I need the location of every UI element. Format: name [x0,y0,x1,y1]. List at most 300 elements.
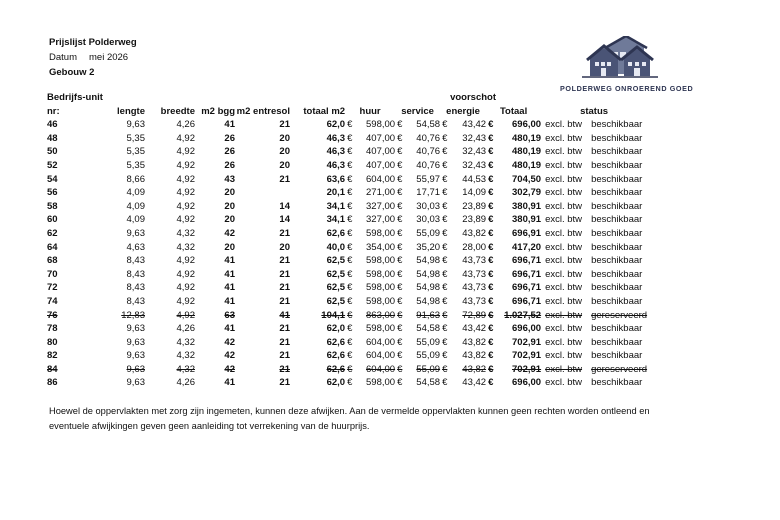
currency-symbol: € [397,255,403,267]
cell-huur: 598,00 [366,227,396,239]
currency-symbol: € [397,350,403,362]
cell-huur: 863,00 [366,309,396,321]
cell-totaal: 480,19 [512,146,542,158]
cell-lengte: 9,63 [126,336,145,348]
currency-symbol: € [488,363,494,375]
cell-totaal: 696,71 [512,255,542,267]
section-row [47,91,647,105]
table-row [47,349,647,363]
cell-energie: 23,89 [462,200,487,212]
header-row [47,105,647,119]
cell-breedte: 4,92 [176,268,195,280]
cell-huur: 354,00 [366,241,396,253]
currency-symbol: € [397,295,403,307]
cell-lengte: 9,63 [126,227,145,239]
cell-status: beschikbaar [591,200,643,212]
table-row [47,295,647,309]
cell-nr: 72 [47,282,58,294]
cell-totaalm2: 62,5 [326,282,346,294]
currency-symbol: € [488,255,494,267]
table-row [47,159,647,173]
cell-breedte: 4,92 [176,309,195,321]
cell-m2entresol: 21 [279,268,290,280]
cell-nr: 48 [47,132,58,144]
currency-symbol: € [397,132,403,144]
cell-totaalm2: 104,1 [321,309,346,321]
currency-symbol: € [397,268,403,280]
currency-symbol: € [347,119,353,131]
houses-logo-icon [580,36,660,80]
cell-huur: 407,00 [366,159,396,171]
logo-text: POLDERWEG ONROEREND GOED [560,84,694,93]
cell-energie: 43,42 [462,119,487,131]
cell-nr: 64 [47,241,58,253]
cell-m2entresol: 21 [279,323,290,335]
cell-totaal: 302,79 [512,187,542,199]
cell-totaalm2: 46,3 [326,132,346,144]
vat-note: excl. btw [545,336,583,348]
cell-nr: 76 [47,309,58,321]
cell-m2entresol: 21 [279,350,290,362]
currency-symbol: € [488,214,494,226]
table-row [47,118,647,132]
cell-m2bgg: 41 [224,295,235,307]
currency-symbol: € [347,350,353,362]
cell-lengte: 4,09 [126,214,145,226]
currency-symbol: € [397,363,403,375]
cell-huur: 598,00 [366,119,396,131]
table-row [47,336,647,350]
currency-symbol: € [488,323,494,335]
currency-symbol: € [347,173,353,185]
cell-service: 40,76 [416,159,441,171]
currency-symbol: € [347,336,353,348]
cell-status: gereserveerd [591,309,648,321]
cell-m2entresol: 21 [279,363,290,375]
currency-symbol: € [347,159,353,171]
currency-symbol: € [488,282,494,294]
cell-energie: 43,73 [462,268,487,280]
currency-symbol: € [397,119,403,131]
cell-lengte: 8,43 [126,268,145,280]
cell-totaalm2: 62,6 [326,227,346,239]
cell-status: beschikbaar [591,173,643,185]
cell-service: 30,03 [416,214,441,226]
cell-status: beschikbaar [591,336,643,348]
building-label: Gebouw 2 [49,67,95,78]
cell-energie: 32,43 [462,146,487,158]
cell-nr: 84 [47,363,58,375]
cell-breedte: 4,26 [176,323,195,335]
table-row [47,268,647,282]
cell-service: 54,58 [416,323,441,335]
cell-breedte: 4,92 [176,173,195,185]
section-label: Bedrijfs-unit [47,92,103,103]
cell-totaal: 417,20 [512,241,542,253]
currency-symbol: € [488,241,494,253]
currency-symbol: € [347,309,353,321]
cell-service: 54,58 [416,377,441,389]
price-table [47,91,647,390]
currency-symbol: € [397,323,403,335]
cell-status: beschikbaar [591,214,643,226]
table-row [47,322,647,336]
col-service: service [401,105,434,117]
cell-m2bgg: 20 [224,214,235,226]
cell-totaalm2: 46,3 [326,159,346,171]
cell-status: beschikbaar [591,146,643,158]
cell-nr: 46 [47,119,58,131]
currency-symbol: € [442,146,448,158]
cell-totaal: 380,91 [512,214,542,226]
cell-m2bgg: 41 [224,282,235,294]
cell-totaalm2: 62,0 [326,119,346,131]
cell-breedte: 4,92 [176,146,195,158]
cell-huur: 604,00 [366,336,396,348]
cell-totaal: 696,00 [512,119,542,131]
cell-lengte: 5,35 [126,146,145,158]
cell-service: 55,09 [416,336,441,348]
cell-totaal: 702,91 [512,363,542,375]
currency-symbol: € [442,173,448,185]
cell-totaal: 480,19 [512,132,542,144]
col-m2entresol: m2 entresol [236,105,290,117]
table-row [47,254,647,268]
cell-energie: 32,43 [462,132,487,144]
cell-m2bgg: 42 [224,350,235,362]
cell-status: beschikbaar [591,119,643,131]
cell-huur: 604,00 [366,363,396,375]
currency-symbol: € [442,214,448,226]
cell-breedte: 4,32 [176,241,195,253]
cell-totaal: 702,91 [512,336,542,348]
cell-energie: 43,42 [462,377,487,389]
cell-breedte: 4,26 [176,119,195,131]
vat-note: excl. btw [545,323,583,335]
currency-symbol: € [347,187,353,199]
cell-status: gereserveerd [591,363,648,375]
cell-m2bgg: 42 [224,363,235,375]
vat-note: excl. btw [545,268,583,280]
cell-lengte: 4,63 [126,241,145,253]
currency-symbol: € [442,200,448,212]
cell-status: beschikbaar [591,377,643,389]
currency-symbol: € [488,132,494,144]
cell-breedte: 4,26 [176,377,195,389]
cell-m2bgg: 43 [224,173,235,185]
vat-note: excl. btw [545,295,583,307]
cell-status: beschikbaar [591,241,643,253]
cell-status: beschikbaar [591,350,643,362]
currency-symbol: € [442,282,448,294]
cell-breedte: 4,92 [176,187,195,199]
cell-m2entresol: 21 [279,255,290,267]
table-row [47,376,647,390]
currency-symbol: € [397,187,403,199]
cell-lengte: 5,35 [126,159,145,171]
currency-symbol: € [347,146,353,158]
cell-huur: 598,00 [366,323,396,335]
cell-huur: 604,00 [366,350,396,362]
currency-symbol: € [442,227,448,239]
cell-breedte: 4,92 [176,214,195,226]
cell-status: beschikbaar [591,227,643,239]
cell-status: beschikbaar [591,255,643,267]
cell-nr: 78 [47,323,58,335]
currency-symbol: € [397,309,403,321]
cell-m2bgg: 26 [224,159,235,171]
cell-lengte: 4,09 [126,187,145,199]
table-row [47,281,647,295]
cell-m2entresol: 20 [279,146,290,158]
cell-lengte: 8,66 [126,173,145,185]
table-row [47,213,647,227]
cell-totaal: 380,91 [512,200,542,212]
cell-breedte: 4,32 [176,350,195,362]
cell-m2entresol [235,186,290,200]
cell-m2entresol: 21 [279,377,290,389]
cell-breedte: 4,32 [176,336,195,348]
cell-service: 35,20 [416,241,441,253]
cell-lengte: 9,63 [126,363,145,375]
cell-m2entresol: 20 [279,159,290,171]
vat-note: excl. btw [545,309,583,321]
cell-totaalm2: 62,6 [326,350,346,362]
cell-nr: 50 [47,146,58,158]
currency-symbol: € [442,295,448,307]
cell-totaalm2: 46,3 [326,146,346,158]
vat-note: excl. btw [545,146,583,158]
cell-nr: 60 [47,214,58,226]
cell-totaal: 696,91 [512,227,542,239]
cell-m2bgg: 26 [224,146,235,158]
cell-m2bgg: 42 [224,227,235,239]
cell-energie: 14,09 [462,187,487,199]
cell-status: beschikbaar [591,187,643,199]
cell-m2bgg: 41 [224,268,235,280]
col-energie: energie [446,105,480,117]
cell-totaal: 696,71 [512,295,542,307]
cell-energie: 72,89 [462,309,487,321]
cell-service: 54,98 [416,282,441,294]
cell-m2entresol: 14 [279,200,290,212]
cell-nr: 86 [47,377,58,389]
col-breedte: breedte [160,105,195,117]
cell-m2bgg: 26 [224,132,235,144]
currency-symbol: € [442,350,448,362]
date-label: Datum [49,52,77,63]
currency-symbol: € [397,214,403,226]
cell-huur: 598,00 [366,282,396,294]
date-line [49,52,128,63]
vat-note: excl. btw [545,159,583,171]
col-totaal: Totaal [499,105,528,117]
cell-totaal: 702,91 [512,350,542,362]
cell-nr: 68 [47,255,58,267]
cell-service: 55,97 [416,173,441,185]
cell-service: 55,09 [416,227,441,239]
cell-m2entresol: 21 [279,282,290,294]
cell-totaalm2: 62,0 [326,323,346,335]
currency-symbol: € [347,268,353,280]
vat-note: excl. btw [545,200,583,212]
cell-huur: 604,00 [366,173,396,185]
currency-symbol: € [488,336,494,348]
currency-symbol: € [347,227,353,239]
currency-symbol: € [488,268,494,280]
cell-totaal: 696,71 [512,282,542,294]
cell-huur: 598,00 [366,255,396,267]
cell-energie: 43,73 [462,295,487,307]
cell-service: 54,98 [416,255,441,267]
currency-symbol: € [347,241,353,253]
cell-m2bgg: 20 [224,241,235,253]
cell-m2bgg: 41 [224,255,235,267]
currency-symbol: € [397,241,403,253]
col-status: status [580,105,609,117]
cell-huur: 598,00 [366,295,396,307]
cell-energie: 43,82 [462,336,487,348]
cell-totaalm2: 40,0 [326,241,346,253]
cell-energie: 43,82 [462,363,487,375]
currency-symbol: € [347,323,353,335]
cell-breedte: 4,92 [176,295,195,307]
currency-symbol: € [442,336,448,348]
currency-symbol: € [347,132,353,144]
cell-totaalm2: 34,1 [326,200,346,212]
cell-m2bgg: 41 [224,377,235,389]
cell-totaal: 696,00 [512,377,542,389]
col-lengte: lengte [117,105,145,117]
col-m2bgg: m2 bgg [201,105,235,117]
currency-symbol: € [488,227,494,239]
currency-symbol: € [488,187,494,199]
currency-symbol: € [397,377,403,389]
cell-nr: 58 [47,200,58,212]
cell-totaalm2: 62,0 [326,377,346,389]
cell-totaalm2: 34,1 [326,214,346,226]
cell-service: 54,58 [416,119,441,131]
cell-totaalm2: 63,6 [326,173,346,185]
disclaimer-note: Hoewel de oppervlakten met zorg zijn ingemeten, kunnen deze afwijken. Aan de vermelde oppervlakten kunnen geen rechten worden ontleend en eventuele afwijkingen geven geen aanleiding tot verrekening van de huurprijs. [49,406,650,431]
cell-lengte: 9,63 [126,119,145,131]
vat-note: excl. btw [545,363,583,375]
cell-lengte: 12,83 [121,309,145,321]
cell-service: 30,03 [416,200,441,212]
currency-symbol: € [488,309,494,321]
cell-m2entresol: 14 [279,214,290,226]
currency-symbol: € [397,282,403,294]
cell-energie: 32,43 [462,159,487,171]
table-row [47,132,647,146]
currency-symbol: € [442,132,448,144]
vat-note: excl. btw [545,132,583,144]
company-logo [560,36,694,96]
currency-symbol: € [488,350,494,362]
cell-energie: 43,73 [462,282,487,294]
cell-nr: 62 [47,227,58,239]
currency-symbol: € [397,227,403,239]
cell-service: 54,98 [416,295,441,307]
table-row [47,173,647,187]
cell-huur: 271,00 [366,187,396,199]
cell-nr: 80 [47,336,58,348]
cell-m2entresol: 41 [279,309,290,321]
currency-symbol: € [442,119,448,131]
cell-nr: 82 [47,350,58,362]
cell-breedte: 4,92 [176,282,195,294]
col-nr: nr: [47,105,60,117]
cell-m2bgg: 20 [224,200,235,212]
table-row [47,309,647,323]
currency-symbol: € [488,146,494,158]
cell-huur: 598,00 [366,377,396,389]
currency-symbol: € [347,363,353,375]
cell-m2entresol: 21 [279,119,290,131]
currency-symbol: € [347,255,353,267]
currency-symbol: € [347,295,353,307]
cell-service: 17,71 [416,187,441,199]
vat-note: excl. btw [545,227,583,239]
cell-service: 55,09 [416,350,441,362]
currency-symbol: € [488,119,494,131]
cell-totaal: 704,50 [512,173,542,185]
currency-symbol: € [397,336,403,348]
cell-breedte: 4,92 [176,255,195,267]
cell-breedte: 4,92 [176,132,195,144]
cell-energie: 23,89 [462,214,487,226]
cell-lengte: 8,43 [126,255,145,267]
cell-service: 40,76 [416,146,441,158]
cell-huur: 327,00 [366,200,396,212]
cell-lengte: 8,43 [126,282,145,294]
vat-note: excl. btw [545,119,583,131]
cell-huur: 327,00 [366,214,396,226]
cell-totaalm2: 62,6 [326,363,346,375]
currency-symbol: € [442,363,448,375]
currency-symbol: € [347,282,353,294]
cell-totaal: 696,00 [512,323,542,335]
currency-symbol: € [347,377,353,389]
vat-note: excl. btw [545,241,583,253]
document-title: Prijslijst Polderweg [49,37,137,48]
cell-status: beschikbaar [591,282,643,294]
cell-m2entresol: 21 [279,295,290,307]
cell-energie: 43,73 [462,255,487,267]
cell-huur: 407,00 [366,132,396,144]
currency-symbol: € [347,214,353,226]
cell-service: 54,98 [416,268,441,280]
currency-symbol: € [442,255,448,267]
currency-symbol: € [488,377,494,389]
currency-symbol: € [488,200,494,212]
currency-symbol: € [488,173,494,185]
cell-lengte: 5,35 [126,132,145,144]
cell-status: beschikbaar [591,159,643,171]
cell-totaal: 480,19 [512,159,542,171]
cell-m2bgg: 20 [224,187,235,199]
currency-symbol: € [442,268,448,280]
cell-m2entresol: 20 [279,241,290,253]
table-row [47,363,647,377]
currency-symbol: € [397,200,403,212]
table-row [47,145,647,159]
cell-totaal: 696,71 [512,268,542,280]
currency-symbol: € [397,173,403,185]
cell-breedte: 4,92 [176,159,195,171]
currency-symbol: € [442,323,448,335]
cell-m2entresol: 21 [279,336,290,348]
